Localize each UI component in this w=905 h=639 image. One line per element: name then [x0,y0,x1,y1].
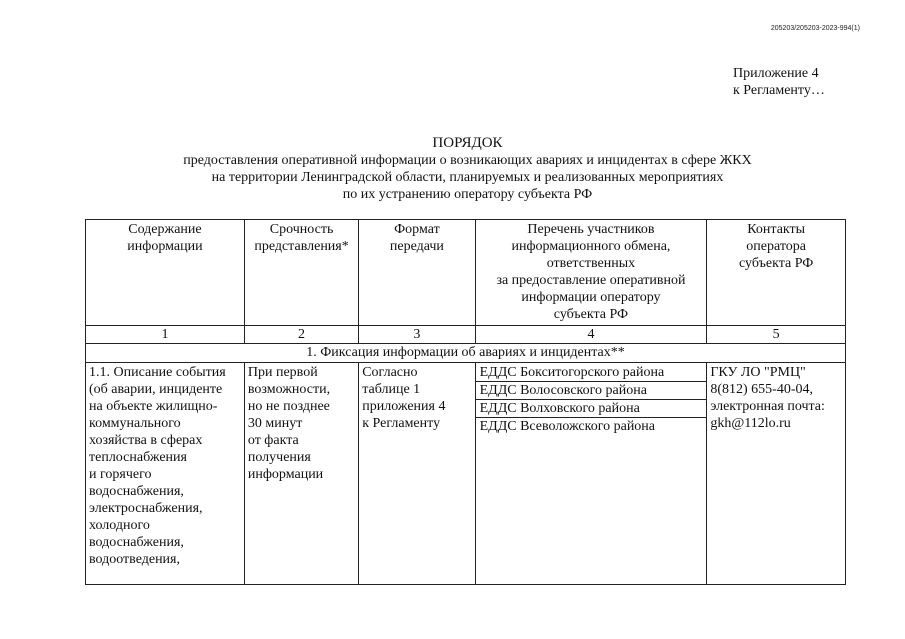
list-item: ЕДДС Бокситогорского района [476,364,707,382]
header-row [86,220,846,326]
column-number: 5 [707,326,846,344]
title-line-2: на территории Ленинградской области, планируемых и реализованных мероприятиях [211,170,724,185]
participants-cell [475,363,707,585]
title-line-3: по их устранению оператору субъекта РФ [342,187,593,202]
column-number: 1 [86,326,245,344]
participants-list [479,364,704,435]
list-item: ЕДДС Волховского района [476,400,707,418]
urgency-cell: При первой возможности, но не позднее 30 минут от факта получения информации [244,363,358,585]
header-cell: Контакты оператора субъекта РФ [707,220,846,326]
column-number-row [86,326,846,344]
appendix-line-2: к Регламенту… [733,83,825,98]
title-main: ПОРЯДОК [432,135,503,151]
list-item: ЕДДС Волосовского района [476,382,707,400]
column-number: 4 [475,326,707,344]
document-id: 205203/205203-2023-994(1) [770,25,860,32]
header-cell: Перечень участников информационного обмена, ответственных за предоставление оперативной информации оператору субъекта РФ [475,220,707,326]
header-cell: Срочность представления* [244,220,358,326]
appendix-line-1: Приложение 4 [733,66,819,81]
column-number: 3 [359,326,475,344]
format-cell: Согласно таблице 1 приложения 4 к Регламенту [359,363,475,585]
header-cell: Содержание информации [86,220,245,326]
document-title [0,135,905,203]
content-cell: 1.1. Описание события (об аварии, инциденте на объекте жилищно- коммунального хозяйства в сферах теплоснабжения и горячего водоснабжения, электроснабжения, холодного водоснабжения, водоотведения, [86,363,245,585]
section-heading: 1. Фиксация информации об авариях и инцидентах** [86,344,846,363]
column-number: 2 [244,326,358,344]
list-item: ЕДДС Всеволожского района [479,419,656,434]
header-cell: Формат передачи [359,220,475,326]
title-line-1: предоставления оперативной информации о возникающих авариях и инцидентах в сфере ЖКХ [183,153,752,168]
section-row [86,344,846,363]
procedure-table [85,219,846,585]
table-row [86,363,846,585]
contacts-cell: ГКУ ЛО "РМЦ" 8(812) 655-40-04, электронная почта: gkh@112lo.ru [707,363,846,585]
appendix-reference [733,65,825,99]
